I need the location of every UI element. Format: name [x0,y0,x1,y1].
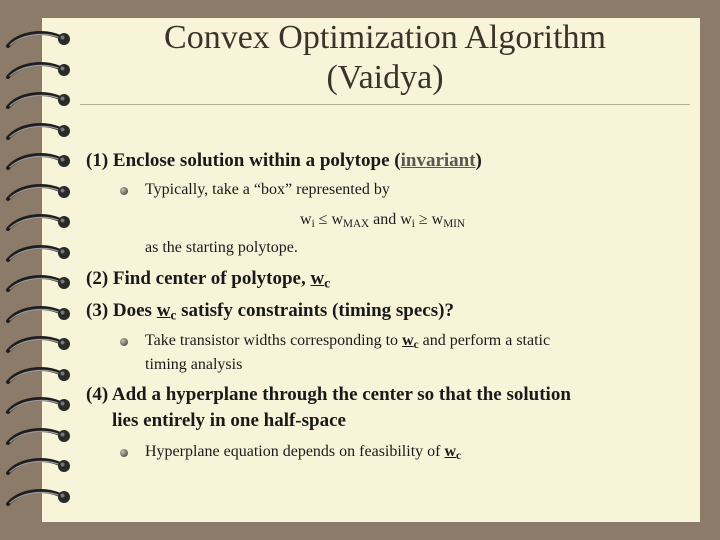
item-3-sub-c: c [413,338,419,351]
item-4-line-1: (4) Add a hyperplane through the center so that the solution [86,384,571,405]
spiral-binding-ring-icon [4,242,74,266]
item-4-sub [145,443,461,461]
eq-w: w [300,211,312,228]
item-3-sub-post: and perform a static [418,332,551,349]
eq-sub-i2: i [411,217,415,230]
item-2-sub-c: c [324,275,331,291]
item-3-tail: satisfy constraints (timing specs)? [176,300,454,321]
item-1-text: (1) Enclose solution within a polytope ( [86,150,401,171]
item-2-text: (2) Find center of polytope, [86,268,311,289]
item-3-sub-line-1 [145,332,550,350]
item-4-sub-w: w [444,443,457,460]
item-3-sub-line-2: timing analysis [145,356,243,373]
eq-sub-min: MIN [443,217,465,230]
spiral-binding-ring-icon [4,150,74,174]
item-1-sub-text: Typically, take a “box” represented by [145,181,390,198]
spiral-binding-ring-icon [4,364,74,388]
item-1-close: ) [475,150,482,171]
item-1-sub-tail: as the starting polytope. [145,239,298,256]
eq-le: ≤ w [314,211,344,228]
item-3-sub-w: w [402,332,414,349]
title-divider [80,104,690,105]
item-3-sub-text: Take transistor widths corresponding to [145,332,403,349]
item-3-sub-c: c [170,307,177,323]
item-2 [86,268,330,290]
box-inequality [300,211,465,229]
item-4-line-2: lies entirely in one half-space [112,410,346,431]
spiral-binding-ring-icon [4,59,74,83]
spiral-binding-ring-icon [4,394,74,418]
spiral-binding-ring-icon [4,28,74,52]
spiral-binding-ring-icon [4,89,74,113]
spiral-binding-ring-icon [4,333,74,357]
slide-title [80,18,690,98]
bullet-dot-icon [120,187,128,195]
title-line-2: (Vaidya) [326,59,444,96]
spiral-binding-ring-icon [4,303,74,327]
bullet-dot-icon [120,338,128,346]
spiral-binding-ring-icon [4,120,74,144]
spiral-binding-ring-icon [4,272,74,296]
title-line-1: Convex Optimization Algorithm [164,19,606,56]
item-4-sub-c: c [456,449,461,462]
item-2-w: w [310,268,325,289]
item-3-text: (3) Does [86,300,157,321]
eq-ge: ≥ w [414,211,444,228]
item-4-sub-text: Hyperplane equation depends on feasibility of [145,443,445,460]
spiral-binding-ring-icon [4,455,74,479]
item-3 [86,300,454,322]
invariant-link[interactable]: invariant [400,150,476,171]
eq-sub-max: MAX [343,217,370,230]
bullet-dot-icon [120,449,128,457]
spiral-binding-ring-icon [4,486,74,510]
spiral-binding-ring-icon [4,425,74,449]
eq-sub-i: i [311,217,315,230]
spiral-binding-ring-icon [4,211,74,235]
item-3-w: w [156,300,171,321]
item-1 [86,150,482,172]
eq-and: and w [369,211,412,228]
spiral-binding-ring-icon [4,181,74,205]
